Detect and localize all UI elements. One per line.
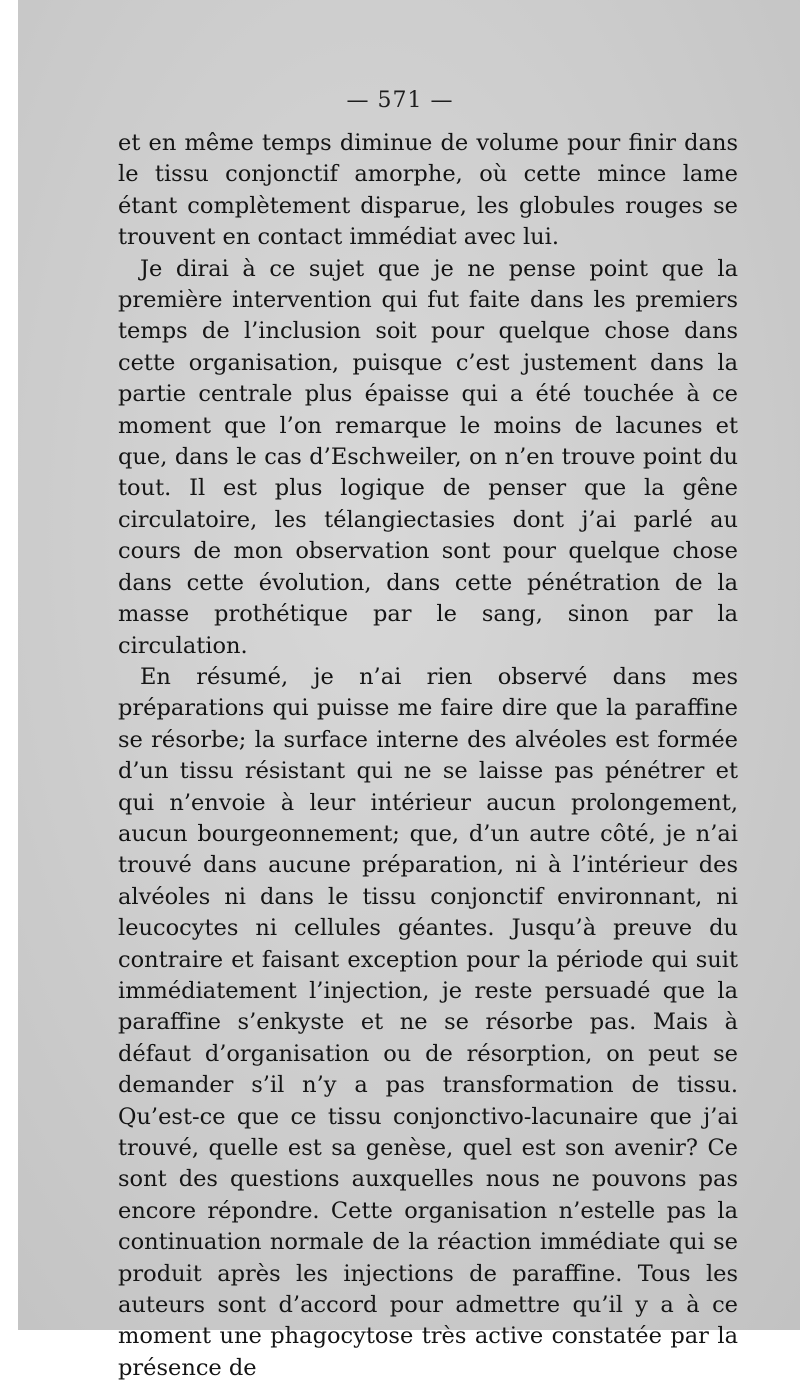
- paragraph-1: et en même temps diminue de volume pour finir dans le tissu conjonctif amorphe, où cette mince lame étant complètement disparue, les globules rouges se trouvent en contact immédiat avec lui.: [118, 130, 738, 251]
- paragraph-2: Je dirai à ce sujet que je ne pense point que la première intervention qui fut faite dans les premiers temps de l’inclusion soit pour quelque chose dans cette organisation, puisque c’est justement dans la partie centrale plus épaisse qui a été touchée à ce moment que l’on remarque le moins de lacunes et que, dans le cas d’Eschweiler, on n’en trouve point du tout. Il est plus logique de penser que la gêne circulatoire, les télangiectasies dont j’ai parlé au cours de mon observation sont pour quelque chose dans cette évolution, dans cette pénétration de la masse prothétique par le sang, sinon par la circulation.: [118, 255, 738, 659]
- page-number: — 571 —: [346, 88, 454, 113]
- body-text: [118, 128, 738, 1384]
- paragraph-3: En résumé, je n’ai rien observé dans mes préparations qui puisse me faire dire que la paraffine se résorbe; la surface interne des alvéoles est formée d’un tissu résistant qui ne se laisse pas pénétrer et qui n’envoie à leur intérieur aucun prolongement, aucun bourgeonnement; que, d’un autre côté, je n’ai trouvé dans aucune préparation, ni à l’intérieur des alvéoles ni dans le tissu conjonctif environnant, ni leucocytes ni cellules géantes. Jusqu’à preuve du contraire et faisant exception pour la période qui suit immédiatement l’injection, je reste persuadé que la paraffine s’enkyste et ne se résorbe pas. Mais à défaut d’organisation ou de résorption, on peut se demander s’il n’y a pas transformation de tissu. Qu’est-ce que ce tissu conjonctivo-lacunaire que j’ai trouvé, quelle est sa genèse, quel est son avenir? Ce sont des questions auxquelles nous ne pouvons pas encore répondre. Cette organisation n’estelle pas la continuation normale de la réaction immédiate qui se produit après les injections de paraffine. Tous les auteurs sont d’accord pour admettre qu’il y a à ce moment une phagocytose très active constatée par la présence de: [118, 663, 738, 1381]
